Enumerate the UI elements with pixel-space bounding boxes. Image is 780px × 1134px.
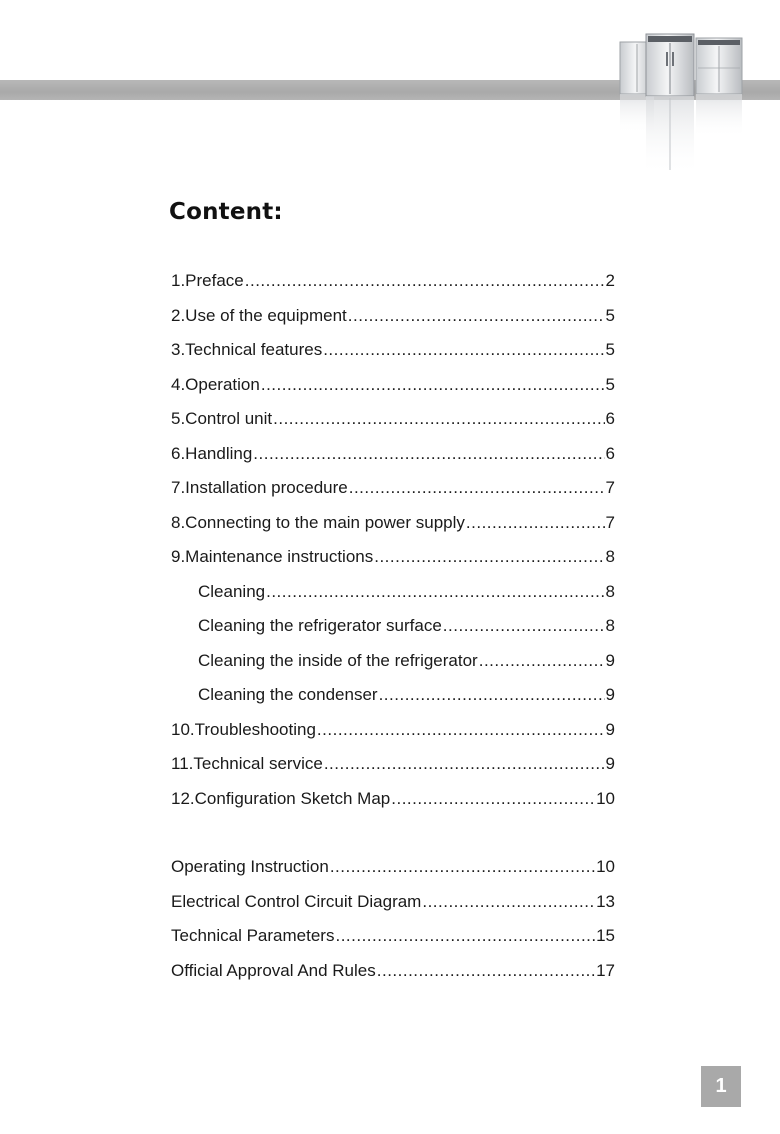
toc-label: Cleaning the condenser [198, 685, 378, 704]
toc-page-number: 6 [605, 443, 615, 463]
toc-leader [273, 404, 604, 434]
toc-label: 7.Installation procedure [171, 478, 348, 497]
toc-entry-circuit-diagram[interactable] [171, 887, 615, 922]
toc-entry-operation[interactable] [171, 370, 615, 405]
toc-label: 1.Preface [171, 271, 244, 290]
toc-page-number: 9 [605, 685, 615, 704]
toc-page-number: 7 [605, 478, 615, 497]
toc-label: Cleaning [198, 581, 266, 601]
toc-leader [374, 542, 604, 572]
toc-leader [466, 508, 605, 538]
toc-leader [379, 680, 605, 710]
toc-page-number: 7 [605, 512, 615, 532]
toc-page-number: 15 [596, 926, 615, 945]
toc-leader [349, 473, 605, 503]
toc-label: 10.Troubleshooting [171, 719, 316, 739]
toc-label: 3.Technical features [171, 340, 323, 359]
toc-leader [266, 577, 604, 607]
toc-entry-technical-parameters[interactable] [171, 921, 615, 956]
toc-leader [422, 887, 595, 917]
toc-leader [479, 646, 605, 676]
toc-label: Electrical Control Circuit Diagram [171, 891, 422, 911]
toc-leader [335, 921, 595, 951]
toc-page-number: 8 [605, 581, 615, 601]
toc-label: 12.Configuration Sketch Map [171, 788, 391, 808]
page-number-badge: 1 [701, 1066, 741, 1107]
toc-entry-configuration-sketch-map[interactable] [171, 784, 615, 819]
toc-entry-control-unit[interactable] [171, 404, 615, 439]
toc-entry-main-power-supply[interactable] [171, 508, 615, 543]
toc-subentry-cleaning[interactable] [171, 577, 615, 612]
toc-entry-official-approval[interactable] [171, 956, 615, 991]
refrigerator-illustration-icon [612, 30, 752, 180]
toc-leader [253, 439, 604, 469]
toc-subentry-cleaning-inside[interactable] [171, 646, 615, 681]
toc-subentry-cleaning-surface[interactable] [171, 611, 615, 646]
page-title: Content: [169, 199, 283, 225]
toc-leader [324, 749, 605, 779]
toc-page-number: 10 [596, 788, 615, 808]
table-of-contents [171, 266, 615, 990]
toc-label: 6.Handling [171, 443, 253, 463]
toc-entry-technical-service[interactable] [171, 749, 615, 784]
toc-label: 4.Operation [171, 374, 260, 394]
toc-leader [330, 852, 595, 882]
toc-page-number: 9 [605, 650, 615, 670]
toc-leader [245, 266, 605, 296]
toc-entry-preface[interactable] [171, 266, 615, 301]
toc-leader [348, 301, 605, 331]
toc-page-number: 10 [596, 857, 615, 876]
toc-subentry-cleaning-condenser[interactable] [171, 680, 615, 715]
toc-label: Cleaning the inside of the refrigerator [198, 650, 478, 670]
toc-label: Official Approval And Rules [171, 960, 376, 980]
toc-leader [317, 715, 605, 745]
toc-entry-handling[interactable] [171, 439, 615, 474]
toc-entry-technical-features[interactable] [171, 335, 615, 370]
toc-entry-operating-instruction[interactable] [171, 852, 615, 887]
toc-spacer [171, 818, 615, 852]
toc-entry-installation-procedure[interactable] [171, 473, 615, 508]
toc-label: 9.Maintenance instructions [171, 547, 374, 566]
toc-page-number: 2 [605, 271, 615, 290]
toc-leader [443, 611, 605, 641]
toc-page-number: 8 [605, 547, 615, 566]
toc-page-number: 8 [605, 616, 615, 635]
toc-entry-troubleshooting[interactable] [171, 715, 615, 750]
toc-page-number: 5 [605, 305, 615, 325]
toc-page-number: 5 [605, 340, 615, 359]
toc-leader [261, 370, 605, 400]
toc-page-number: 9 [605, 719, 615, 739]
toc-page-number: 13 [596, 891, 615, 911]
toc-label: 11.Technical service [171, 754, 323, 773]
toc-label: 5.Control unit [171, 409, 273, 428]
toc-page-number: 17 [596, 960, 615, 980]
toc-leader [391, 784, 595, 814]
toc-label: Cleaning the refrigerator surface [198, 616, 442, 635]
toc-entry-maintenance-instructions[interactable] [171, 542, 615, 577]
toc-leader [323, 335, 604, 365]
toc-entry-use-of-equipment[interactable] [171, 301, 615, 336]
toc-label: 2.Use of the equipment [171, 305, 347, 325]
toc-label: Operating Instruction [171, 857, 329, 876]
toc-label: Technical Parameters [171, 926, 335, 945]
toc-page-number: 5 [605, 374, 615, 394]
toc-label: 8.Connecting to the main power supply [171, 512, 465, 532]
toc-leader [377, 956, 595, 986]
toc-page-number: 6 [605, 409, 615, 428]
toc-page-number: 9 [605, 754, 615, 773]
